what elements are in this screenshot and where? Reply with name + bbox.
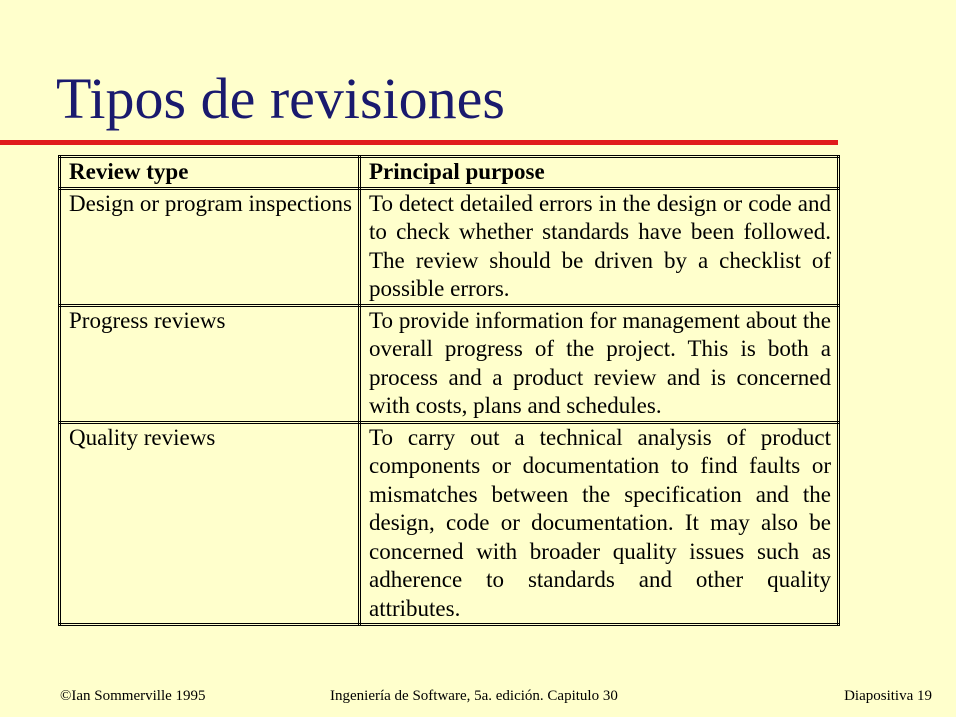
- review-types-table: [58, 155, 840, 626]
- purpose-text: To carry out a technical analysis of product components or documentation to find faults or mismatches between the specification and the design, code or documentation. It may also be concerned with broader quality issues such as adherence to standards and other quality attributes.: [369, 424, 831, 621]
- table-header-row: [60, 157, 839, 189]
- purpose-cell: [360, 305, 839, 422]
- review-type-text: Design or program inspections: [69, 190, 352, 216]
- review-type-text: Quality reviews: [69, 424, 216, 450]
- table-row: [60, 188, 839, 305]
- table-row: [60, 422, 839, 625]
- review-type-cell: [60, 422, 360, 625]
- review-type-cell: [60, 188, 360, 305]
- review-type-text: Progress reviews: [69, 307, 226, 333]
- purpose-cell: [360, 188, 839, 305]
- footer-slide-number: Diapositiva 19: [844, 688, 932, 704]
- footer-copyright: ©Ian Sommerville 1995: [60, 688, 206, 704]
- header-review-type: Review type: [60, 157, 360, 189]
- purpose-cell: [360, 422, 839, 625]
- table-row: [60, 305, 839, 422]
- header-principal-purpose: Principal purpose: [360, 157, 839, 189]
- purpose-text: To provide information for management about the overall progress of the project. This is both a process and a product review and is concerned with costs, plans and schedules.: [369, 307, 831, 418]
- purpose-text: To detect detailed errors in the design or code and to check whether standards have been followed. The review should be driven by a checklist of possible errors.: [369, 190, 831, 301]
- footer-book-title: Ingeniería de Software, 5a. edición. Capitulo 30: [330, 688, 618, 704]
- title-divider: [0, 140, 838, 145]
- slide-title: Tipos de revisiones: [56, 66, 505, 131]
- review-type-cell: [60, 305, 360, 422]
